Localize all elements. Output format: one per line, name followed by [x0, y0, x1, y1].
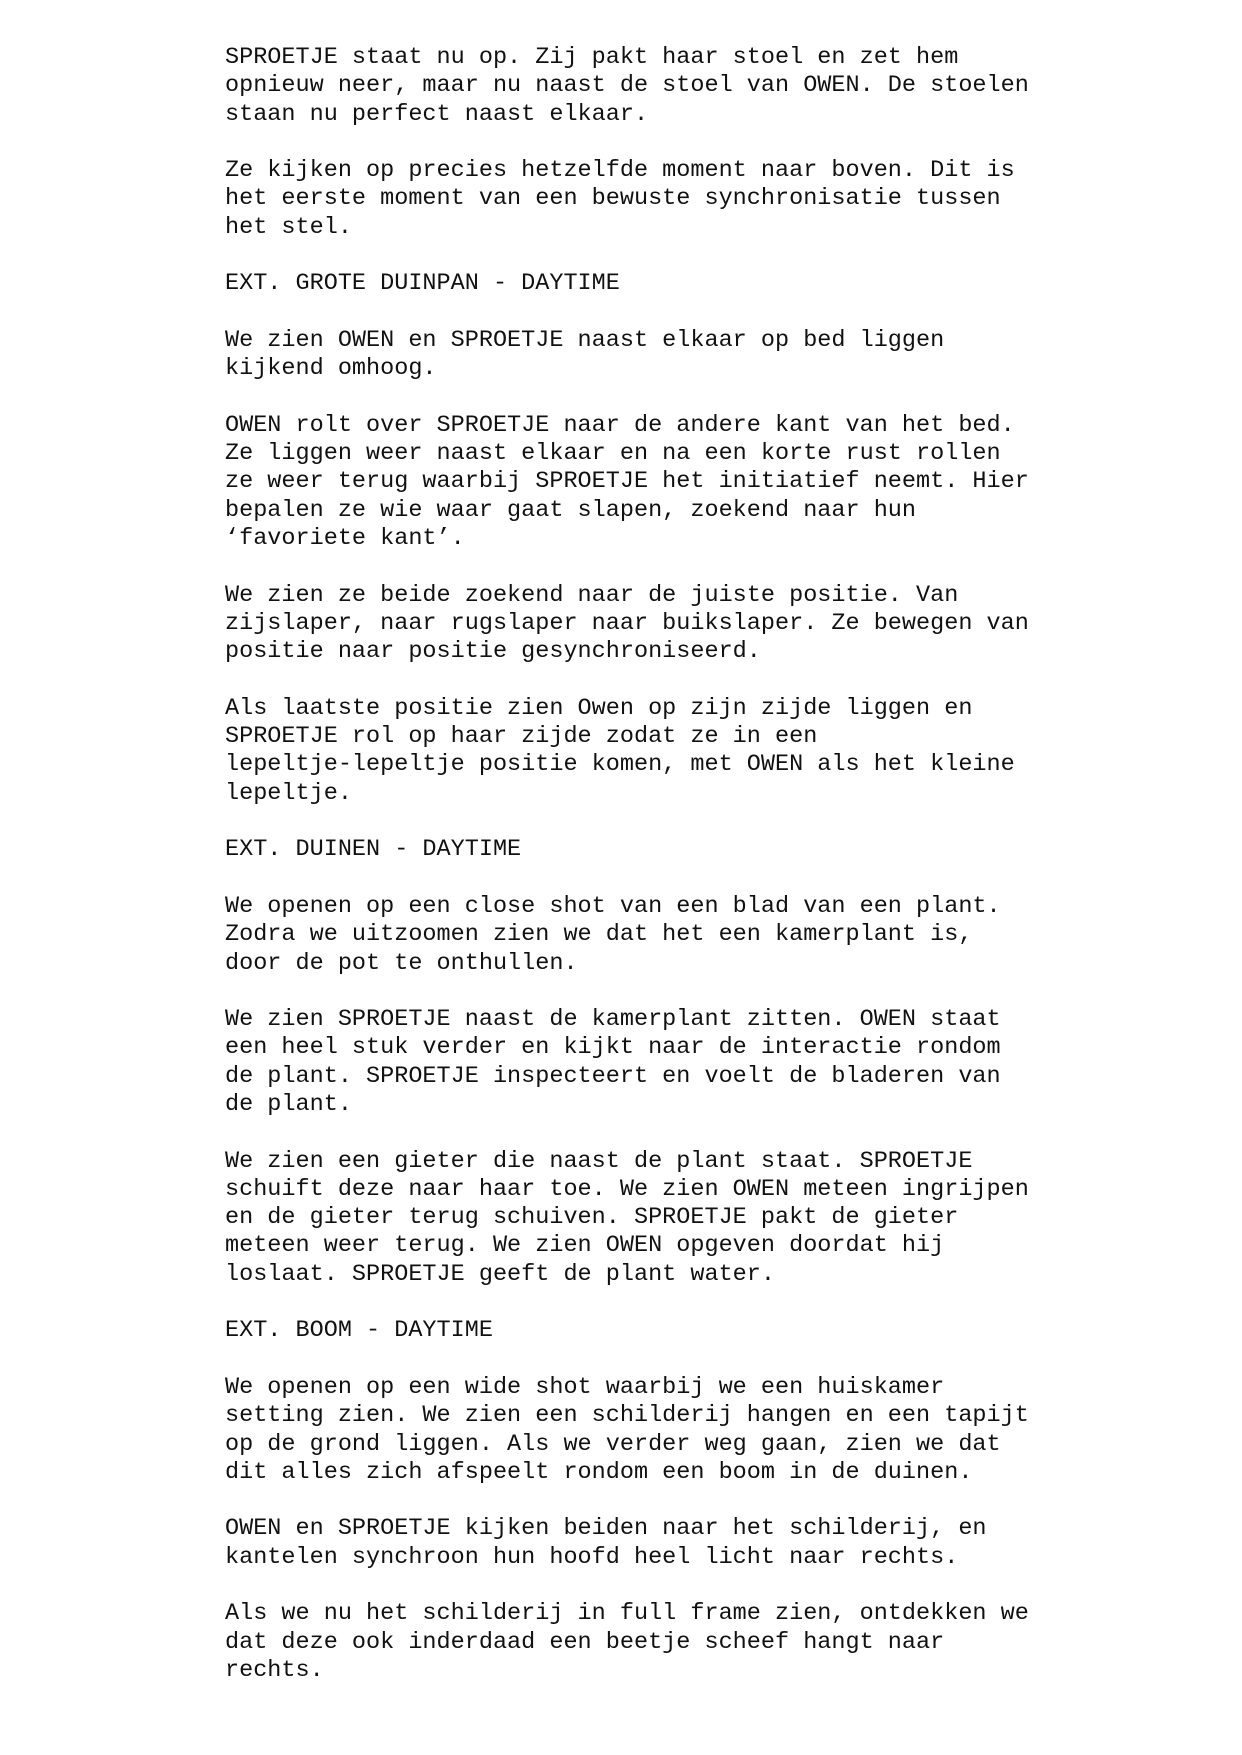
screenplay-body [225, 44, 1145, 1685]
scene-heading: EXT. GROTE DUINPAN - DAYTIME [225, 270, 620, 298]
action-paragraph: Als we nu het schilderij in full frame zien, ontdekken we dat deze ook inderdaad een beetje scheef hangt naar rechts. [225, 1600, 1029, 1684]
action-paragraph: We openen op een close shot van een blad van een plant. Zodra we uitzoomen zien we dat het een kamerplant is, door de pot te onthullen. [225, 892, 1001, 977]
scene-heading: EXT. BOOM - DAYTIME [225, 1317, 493, 1345]
action-paragraph: Ze kijken op precies hetzelfde moment naar boven. Dit is het eerste moment van een bewuste synchronisatie tussen het stel. [225, 157, 1015, 241]
action-paragraph: We zien OWEN en SPROETJE naast elkaar op bed liggen kijkend omhoog. [225, 326, 945, 383]
action-paragraph: We zien een gieter die naast de plant staat. SPROETJE schuift deze naar haar toe. We zien OWEN meteen ingrijpen en de gieter terug schuiven. SPROETJE pakt de gieter meteen weer terug. We zien OWEN opgeven doordat hij loslaat. SPROETJE geeft de plant water. [225, 1147, 1029, 1288]
action-paragraph: OWEN rolt over SPROETJE naar de andere kant van het bed. Ze liggen weer naast elkaar en na een korte rust rollen ze weer terug waarbij SPROETJE het initiatief neemt. Hier bepalen ze wie waar gaat slapen, zoekend naar hun ‘favoriete kant’. [225, 411, 1029, 553]
scene-heading: EXT. DUINEN - DAYTIME [225, 836, 522, 864]
action-paragraph: We zien ze beide zoekend naar de juiste positie. Van zijslaper, naar rugslaper naar buikslaper. Ze bewegen van positie naar positie gesynchroniseerd. [225, 581, 1029, 666]
action-paragraph: We zien SPROETJE naast de kamerplant zitten. OWEN staat een heel stuk verder en kijkt naar de interactie rondom de plant. SPROETJE inspecteert en voelt de bladeren van de plant. [225, 1006, 1001, 1118]
action-paragraph: Als laatste positie zien Owen op zijn zijde liggen en SPROETJE rol op haar zijde zodat ze in een lepeltje-lepeltje positie komen, met OWEN als het kleine lepeltje. [225, 694, 1015, 807]
action-paragraph: SPROETJE staat nu op. Zij pakt haar stoel en zet hem opnieuw neer, maar nu naast de stoel van OWEN. De stoelen staan nu perfect naast elkaar. [225, 44, 1029, 128]
action-paragraph: We openen op een wide shot waarbij we een huiskamer setting zien. We zien een schilderij hangen en een tapijt op de grond liggen. Als we verder weg gaan, zien we dat dit alles zich afspeelt rondom een boom in de duinen. [225, 1373, 1029, 1486]
action-paragraph: OWEN en SPROETJE kijken beiden naar het schilderij, en kantelen synchroon hun hoofd heel licht naar rechts. [225, 1515, 987, 1571]
